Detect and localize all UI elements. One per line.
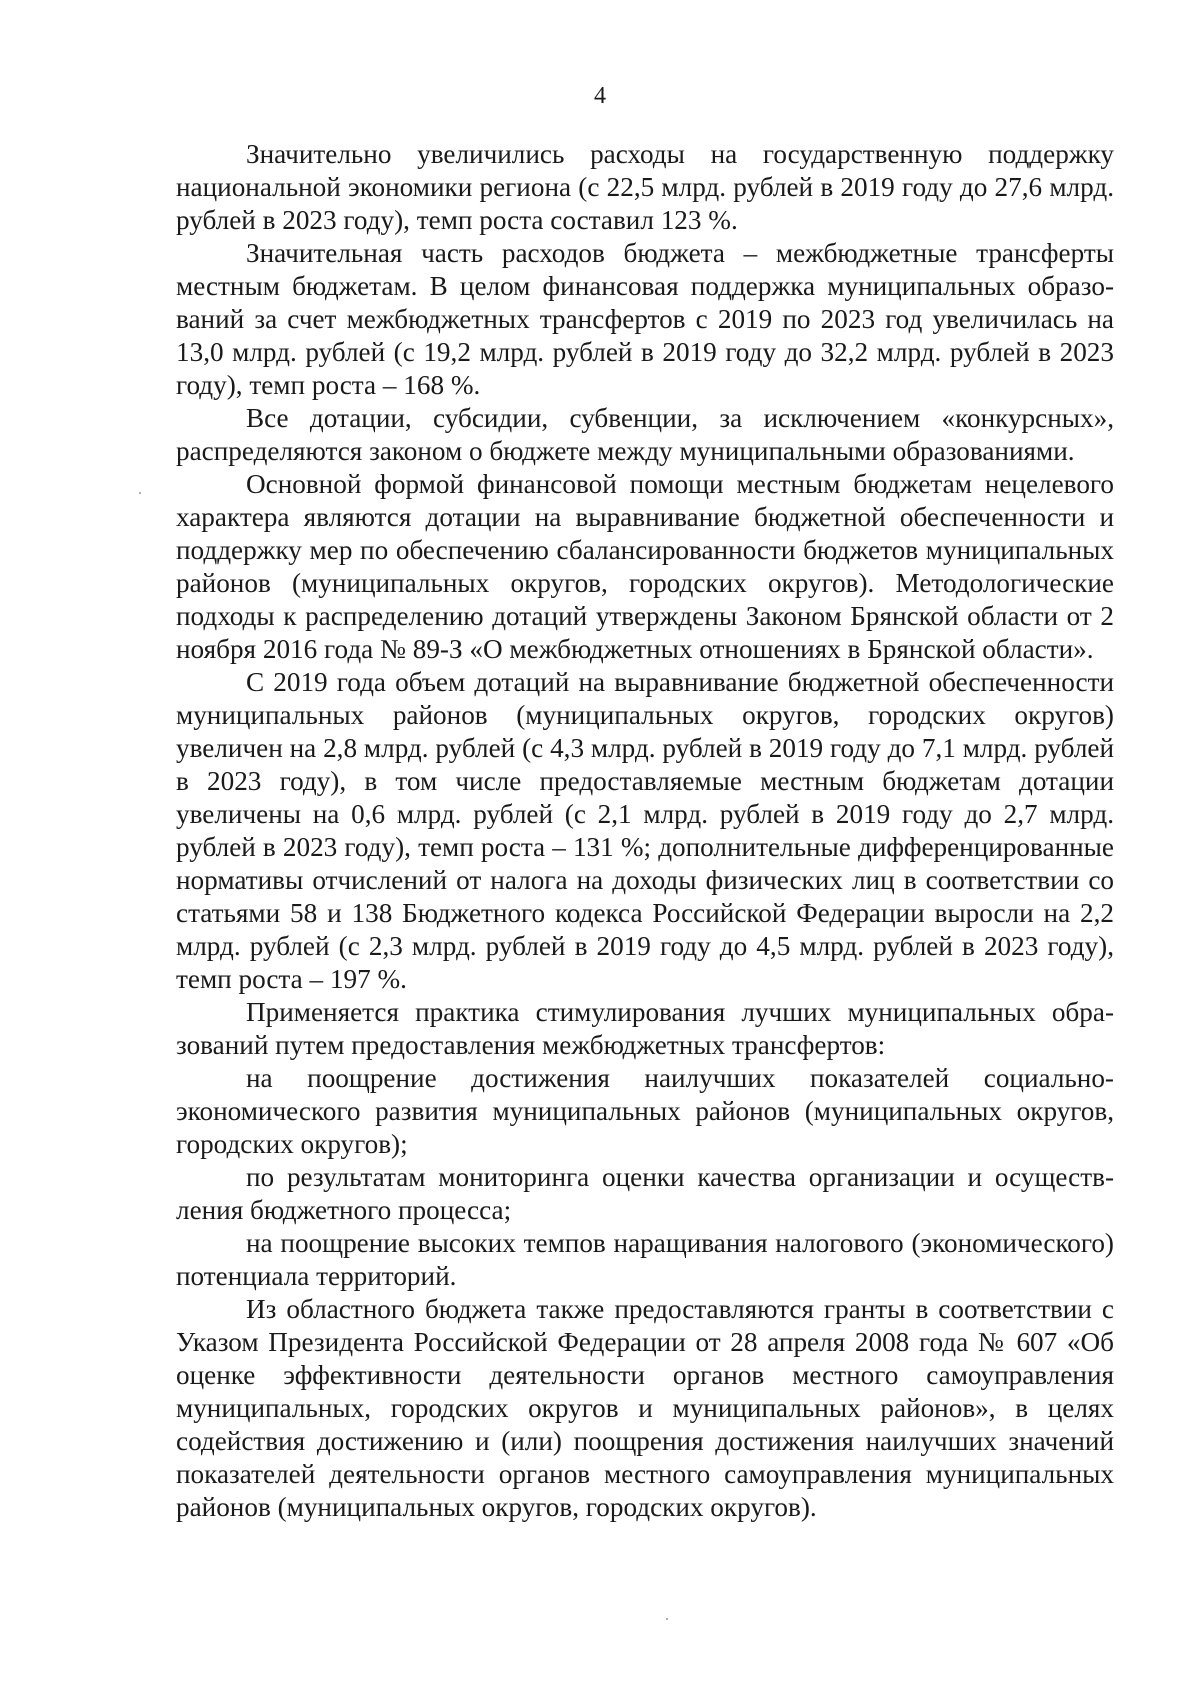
paragraph-interbudget-transfers: Значительная часть расходов бюджета – межбюджетные трансферты местным бюджетам. В целом финансовая поддержка муниципальных образований за счет межбюджетных трансфертов с 2019 по 2023 год увеличилась на 13,0 млрд. рублей (с 19,2 млрд. рублей в 2019 году до 32,2 млрд. рублей в 2023 году), темп роста – 168 %. bbox=[176, 238, 1114, 400]
scan-speck bbox=[666, 1618, 668, 1620]
paragraph-equalization-grants: Основной формой финансовой помощи местным бюджетам нецелевого характера являются дотации на выравнивание бюджетной обеспеченности и поддержку мер по обеспечению сбалансированности бюджетов муниципальных районов (муниципальных округов, городских округов). Методологические подходы к распределению дотаций утверждены Законом Брянской области от 2 ноября 2016 года № 89-З «О межбюджетных отношениях в Брянской области». bbox=[176, 469, 1114, 664]
paragraph-grants-growth: С 2019 года объем дотаций на выравнивание бюджетной обеспеченности муниципальных районов (муниципальных округов, городских округов) увеличен на 2,8 млрд. рублей (с 4,3 млрд. рублей в 2019 году до 7,1 млрд. рублей в 2023 году), в том числе предоставляемые местным бюджетам дотации увеличены на 0,6 млрд. рублей (с 2,1 млрд. рублей в 2019 году до 2,7 млрд. рублей в 2023 году), темп роста – 131 %; дополнительные дифференцированные нормативы отчислений от налога на доходы физических лиц в соответствии со статьями 58 и 138 Бюджетного кодекса Российской Федерации выросли на 2,2 млрд. рублей (с 2,3 млрд. рублей в 2019 году до 4,5 млрд. рублей в 2023 году), темп роста – 197 %. bbox=[176, 667, 1114, 994]
paragraph-subsidies-distribution: Все дотации, субсидии, субвенции, за исключением «конкурсных», распределяются законом о бюджете между муниципальными образованиями. bbox=[176, 403, 1114, 466]
document-body bbox=[176, 138, 1114, 1524]
list-item: на поощрение достижения наилучших показателей социально-экономического развития муниципальных районов (муниципальных округов, городских округов); bbox=[176, 1063, 1114, 1159]
paragraph-presidential-grants: Из областного бюджета также предоставляются гранты в соответствии с Указом Президента Российской Федерации от 28 апреля 2008 года № 607 «Об оценке эффективности деятельности органов местного самоуправления муниципальных, городских округов и муниципальных районов», в целях содействия достижению и (или) поощрения достижения наилучших значений показателей деятельности органов местного самоуправления муниципальных районов (муниципальных округов, городских округов). bbox=[176, 1294, 1114, 1522]
page-number: 4 bbox=[594, 83, 606, 109]
scan-speck bbox=[139, 492, 141, 494]
list-item: на поощрение высоких темпов наращивания налогового (экономического) потенциала территорий. bbox=[176, 1228, 1114, 1291]
list-item: по результатам мониторинга оценки качества организации и осуществления бюджетного процесса; bbox=[176, 1162, 1114, 1225]
paragraph-incentive-practice: Применяется практика стимулирования лучших муниципальных образований путем предоставления межбюджетных трансфертов: bbox=[176, 997, 1114, 1060]
paragraph-economy-support: Значительно увеличились расходы на государственную поддержку национальной экономики региона (с 22,5 млрд. рублей в 2019 году до 27,6 млрд. рублей в 2023 году), темп роста составил 123 %. bbox=[176, 139, 1114, 235]
